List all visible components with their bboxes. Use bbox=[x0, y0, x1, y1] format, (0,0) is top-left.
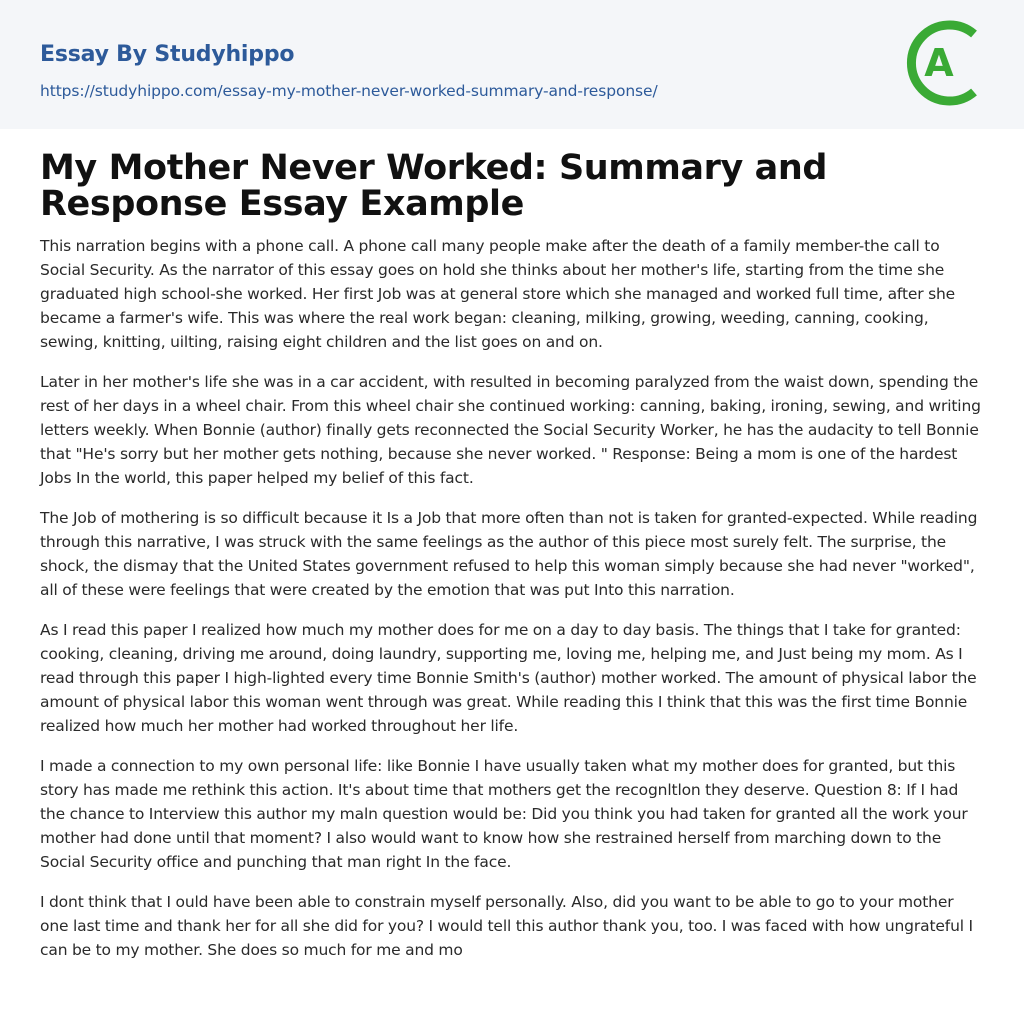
essay-paragraph-6: I dont think that I ould have been able to constrain myself personally. Also, did you want to be able to go to your mother one last time and thank her for all she did for you? I would tell this author thank you, too. I was faced with how ungrateful I can be to my mother. She does so much for me and mo bbox=[40, 893, 973, 959]
essay-title: My Mother Never Worked: Summary and Response Essay Example bbox=[40, 148, 828, 224]
logo-letter: A bbox=[924, 41, 954, 85]
site-header bbox=[0, 0, 1024, 129]
site-name[interactable]: Essay By Studyhippo bbox=[40, 42, 295, 67]
essay-paragraph-3: The Job of mothering is so difficult because it Is a Job that more often than not is taken for granted-expected. While reading through this narrative, I was struck with the same feelings as the author of this piece most surely felt. The surprise, the shock, the dismay that the United States government refused to help this woman simply because she had never "worked", all of these were feelings that were created by the emotion that was put Into this narration. bbox=[40, 509, 978, 599]
essay-paragraph-2: Later in her mother's life she was in a car accident, with resulted in becoming paralyzed from the waist down, spending the rest of her days in a wheel chair. From this wheel chair she continued working: canning, baking, ironing, sewing, and writing letters weekly. When Bonnie (author) finally gets reconnected the Social Security Worker, he has the audacity to tell Bonnie that "He's sorry but her mother gets nothing, because she never worked. " Response: Being a mom is one of the hardest Jobs In the world, this paper helped my belief of this fact. bbox=[40, 373, 981, 487]
essay-paragraph-5: I made a connection to my own personal life: like Bonnie I have usually taken what my mother does for granted, but this story has made me rethink this action. It's about time that mothers get the recognltlon they deserve. Question 8: If I had the chance to Interview this author my maln question would be: Did you think you had taken for granted all the work your mother had done until that moment? I also would want to know how she restrained herself from marching down to the Social Security office and punching that man right In the face. bbox=[40, 757, 968, 871]
essay-paragraph-4: As I read this paper I realized how much my mother does for me on a day to day basis. The things that I take for granted: cooking, cleaning, driving me around, doing laundry, supporting me, loving me, helping me, and Just being my mom. As I read through this paper I high-lighted every time Bonnie Smith's (author) mother worked. The amount of physical labor the amount of physical labor this woman went through was great. While reading this I think that this was the first time Bonnie realized how much her mother had worked throughout her life. bbox=[40, 621, 977, 735]
article-content bbox=[0, 150, 1024, 962]
essay-paragraph-1: This narration begins with a phone call. A phone call many people make after the death of a family member-the call to Social Security. As the narrator of this essay goes on hold she thinks about her mother's life, starting from the time she graduated high school-she worked. Her first Job was at general store which she managed and worked full time, after she became a farmer's wife. This was where the real work began: cleaning, milking, growing, weeding, canning, cooking, sewing, knitting, uilting, raising eight children and the list goes on and on. bbox=[40, 237, 956, 351]
studyhippo-logo-icon[interactable] bbox=[896, 18, 988, 108]
source-url-link[interactable]: https://studyhippo.com/essay-my-mother-never-worked-summary-and-response/ bbox=[40, 82, 658, 100]
